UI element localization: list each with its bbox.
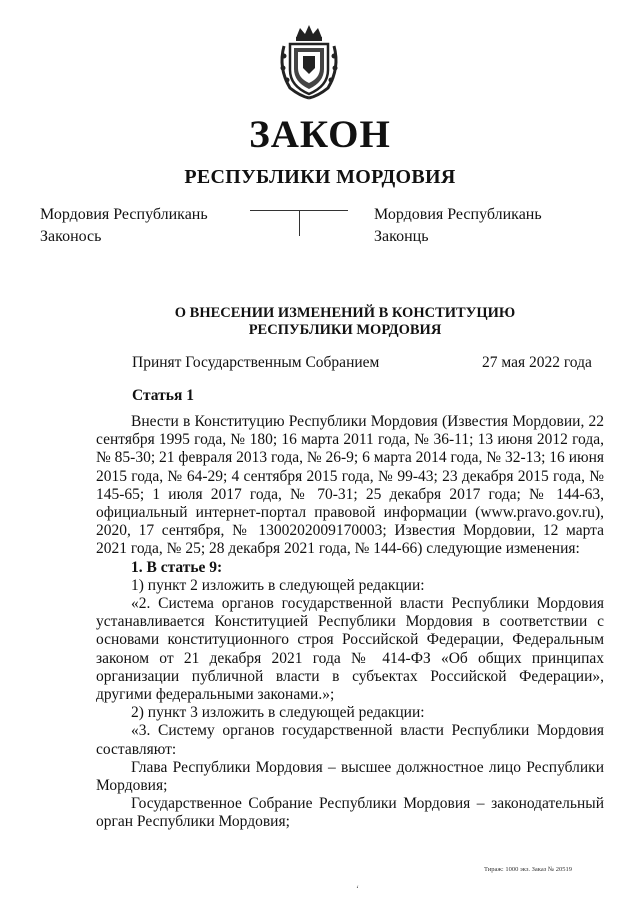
- adopted-by: Принят Государственным Собранием: [132, 354, 380, 371]
- paragraph-item-1: [96, 559, 604, 577]
- article-heading: Статья 1: [132, 387, 194, 404]
- mordovian-title-right: [374, 204, 542, 248]
- paragraph-quote-3: «3. Систему органов государственной власти Республики Мордовия составляют:: [96, 722, 604, 758]
- mordovian-title-left: [40, 204, 208, 248]
- document-title: ЗАКОН: [249, 113, 391, 156]
- coat-of-arms-icon: [276, 22, 342, 102]
- paragraph-assembly: Государственное Собрание Республики Мордовия – законодательный орган Республики Мордовия;: [96, 795, 604, 831]
- adopted-date: 27 мая 2022 года: [482, 354, 592, 371]
- print-info: Тираж: 1000 экз. Заказ № 20519: [484, 866, 573, 873]
- law-title-line2: РЕСПУБЛИКИ МОРДОВИЯ: [248, 322, 442, 338]
- header-separator-stem: [299, 210, 300, 236]
- paragraph-intro: Внести в Конституцию Республики Мордовия (Известия Мордовии, 22 сентября 1995 года, № 180; 16 марта 2011 года, № 36-11; 13 июня 2012 года, № 85-30; 21 февраля 2013 года, № 26-9; 6 марта 2014 года, № 32-13; 16 июня 2015 года, № 64-29; 4 сентября 2015 года, № 99-43; 23 декабря 2015 года, № 145-65; 1 июля 2017 года, № 70-31; 25 декабря 2017 года; № 144-63, официальный интернет-портал правовой информации (www.pravo.gov.ru), 2020, 17 сентября, № 1300202009170003; Известия Мордовии, 12 марта 2021 года, № 25; 28 декабря 2021 года, № 144-66) следующие изменения:: [96, 413, 604, 558]
- mordovian-title-left-line2: Законось: [40, 228, 102, 245]
- scan-mark: ʻ: [356, 884, 359, 894]
- article-body: [96, 413, 604, 832]
- mordovian-title-right-line1: Мордовия Республикань: [374, 206, 542, 223]
- item-1-text: 1. В статье 9:: [131, 558, 223, 576]
- paragraph-subitem-1: 1) пункт 2 изложить в следующей редакции:: [131, 576, 425, 594]
- mordovian-title-right-line2: Законць: [374, 228, 429, 245]
- mordovian-title-left-line1: Мордовия Республикань: [40, 206, 208, 223]
- republic-name: РЕСПУБЛИКИ МОРДОВИЯ: [184, 166, 456, 188]
- law-title-line1: О ВНЕСЕНИИ ИЗМЕНЕНИЙ В КОНСТИТУЦИЮ: [174, 305, 516, 321]
- paragraph-subitem-2: 2) пункт 3 изложить в следующей редакции:: [131, 704, 425, 722]
- paragraph-quote-2: «2. Система органов государственной власти Республики Мордовия устанавливается Конституцией Республики Мордовия в соответствии с основами конституционного строя Российской Федерации, Федеральным законом от 21 декабря 2021 года № 414-ФЗ «Об общих принципах организации публичной власти в субъектах Российской Федерации», другими федеральными законами.»;: [96, 595, 604, 704]
- paragraph-head: Глава Республики Мордовия – высшее должностное лицо Республики Мордовия;: [96, 758, 604, 795]
- law-title: [0, 305, 640, 339]
